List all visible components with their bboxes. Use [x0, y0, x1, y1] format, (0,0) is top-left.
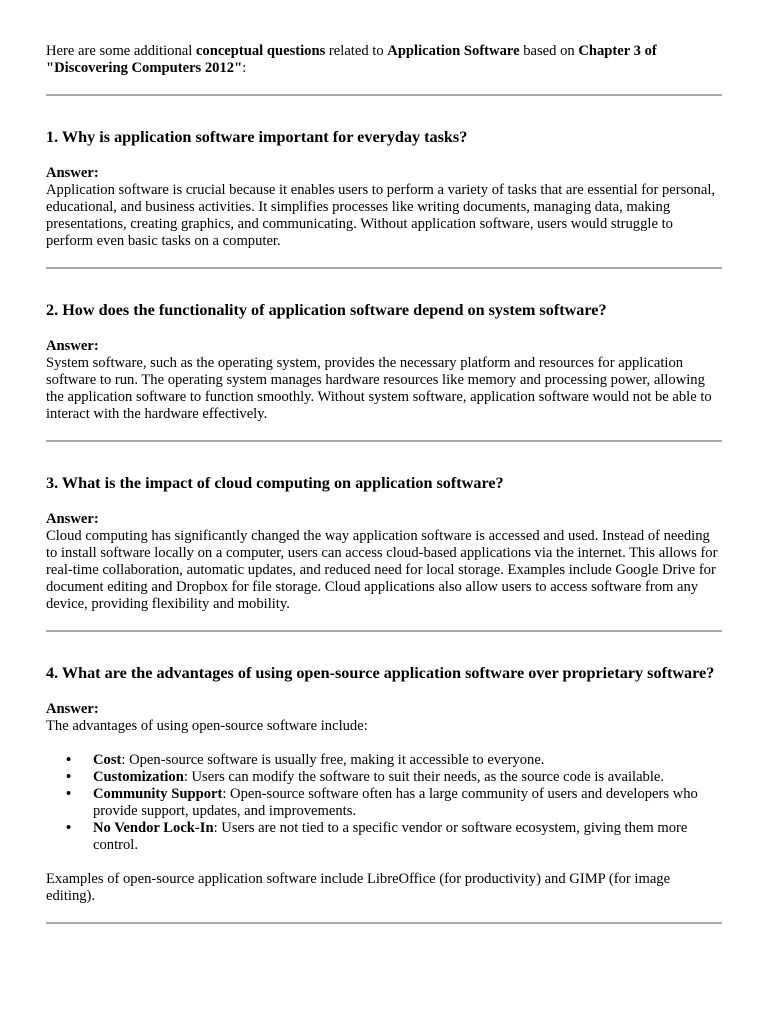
divider: [46, 267, 722, 269]
question-4-examples: Examples of open-source application software include LibreOffice (for productivity) and GIMP (for image editing).: [46, 871, 671, 904]
intro-bold: Application Software: [387, 43, 520, 59]
intro-text: related to: [325, 43, 388, 59]
question-4-title: 4. What are the advantages of using open-source application software over proprietary software?: [46, 664, 715, 682]
list-item: [66, 786, 722, 820]
list-item-text: : Users are not tied to a specific vendor or software ecosystem, giving them more control.: [93, 820, 688, 853]
bullet-icon: •: [66, 820, 72, 836]
bullet-icon: •: [66, 752, 72, 768]
list-item-term: Community Support: [93, 786, 223, 802]
intro-bold: conceptual questions: [195, 43, 326, 59]
list-item-term: Customization: [93, 769, 184, 785]
divider: [46, 922, 722, 924]
intro-paragraph: [46, 43, 722, 77]
question-3-answer: Cloud computing has significantly changed the way application software is accessed and used. Instead of needing to install software locally on a computer, users can access cloud-based applications via the internet. This allows for real-time collaboration, automatic updates, and reduced need for local storage. Examples include Google Drive for document editing and Dropbox for file storage. Cloud applications also allow users to access software from any device, providing flexibility and mobility.: [46, 528, 718, 612]
answer-label: Answer:: [46, 511, 99, 527]
list-item-term: No Vendor Lock-In: [93, 820, 214, 836]
bullet-icon: •: [66, 769, 72, 785]
list-item: [66, 820, 722, 854]
question-1-title: 1. Why is application software important for everyday tasks?: [46, 128, 468, 146]
answer-label: Answer:: [46, 165, 99, 181]
answer-label: Answer:: [46, 701, 99, 717]
intro-bold: Chapter 3 of "Discovering Computers 2012": [46, 43, 657, 76]
answer-label: Answer:: [46, 338, 99, 354]
divider: [46, 440, 722, 442]
bullet-icon: •: [66, 786, 72, 802]
advantages-list: [46, 752, 722, 854]
question-1-answer: Application software is crucial because it enables users to perform a variety of tasks that are essential for personal, educational, and business activities. It simplifies processes like writing documents, managing data, making presentations, creating graphics, and communicating. Without application software, users would struggle to perform even basic tasks on a computer.: [46, 182, 716, 249]
list-item-text: : Open-source software often has a large community of users and developers who provide support, updates, and improvements.: [93, 786, 698, 819]
list-item-text: : Open-source software is usually free, making it accessible to everyone.: [121, 752, 545, 768]
list-item-text: : Users can modify the software to suit their needs, as the source code is available.: [183, 769, 665, 785]
intro-text: based on: [519, 43, 579, 59]
question-3-title: 3. What is the impact of cloud computing on application software?: [46, 474, 504, 492]
divider: [46, 94, 722, 96]
intro-text: :: [242, 60, 247, 76]
question-2-title: 2. How does the functionality of application software depend on system software?: [46, 301, 607, 319]
list-item-term: Cost: [93, 752, 122, 768]
list-item: [66, 769, 722, 786]
divider: [46, 630, 722, 632]
question-4-lead: The advantages of using open-source software include:: [46, 718, 368, 734]
question-2-answer: System software, such as the operating system, provides the necessary platform and resources for application software to run. The operating system manages hardware resources like memory and processing power, allowing the application software to function smoothly. Without system software, application software would not be able to interact with the hardware effectively.: [46, 355, 712, 422]
intro-text: Here are some additional: [46, 43, 196, 59]
list-item: [66, 752, 722, 769]
